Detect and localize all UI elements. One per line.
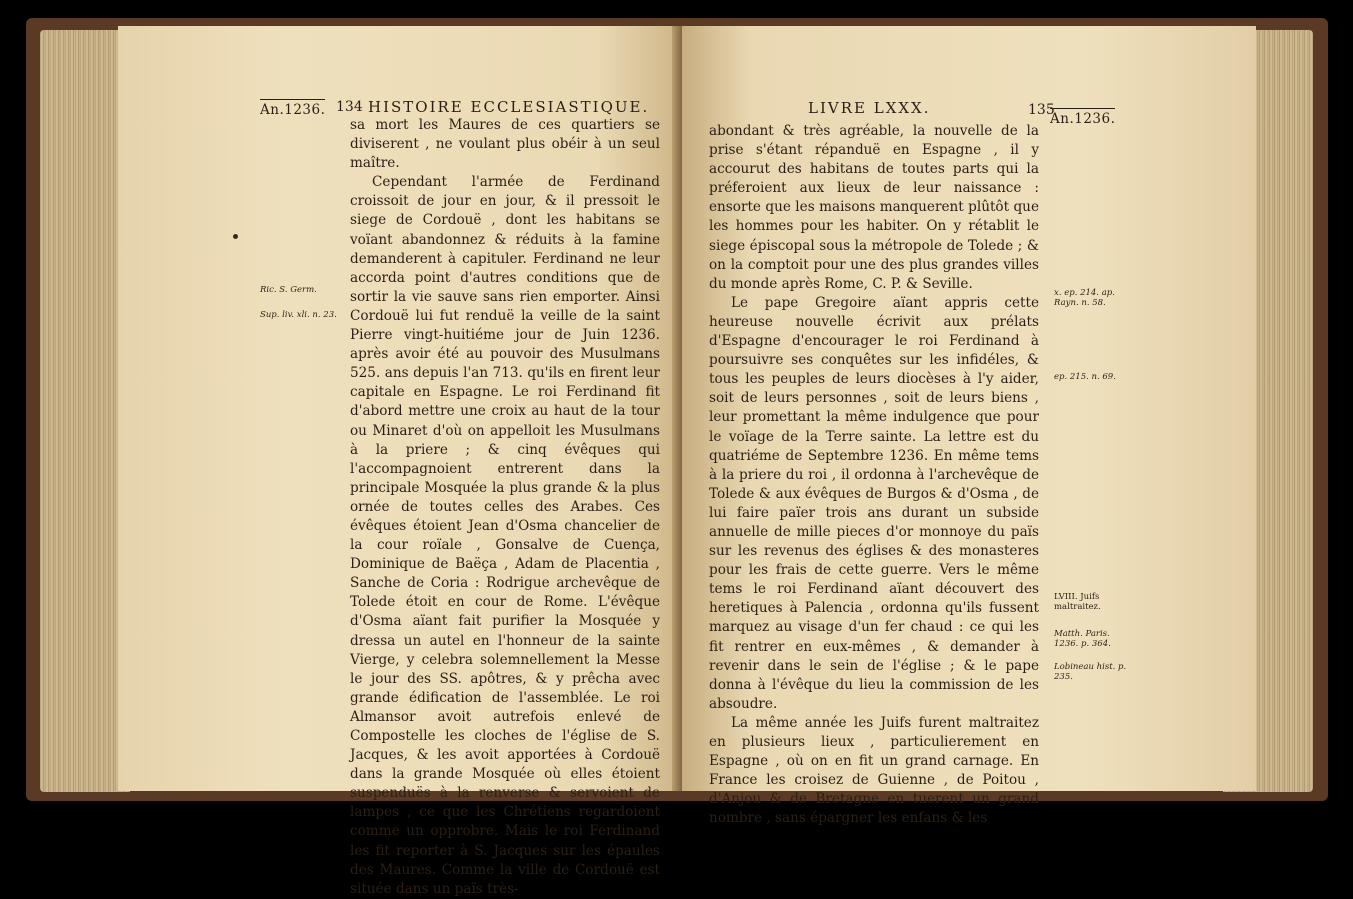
right-year-label: An.1236. xyxy=(1050,108,1115,127)
left-page-number: 134 xyxy=(336,99,363,115)
left-body-text xyxy=(350,116,660,899)
right-paragraph-2: Le pape Gregoire aïant appris cette heureuse nouvelle écrivit aux prélats d'Espagne d'encourager le roi Ferdinand à poursuivre ses conquêtes sur les infidéles, & tous les peuples de leurs diocèses à l'y aider, soit de leurs personnes , soit de leurs biens , leur promettant la même indulgence que pour le voïage de la Terre sainte. La lettre est du quatriéme de Septembre 1236. En même tems à la priere du roi , il ordonna à l'archevêque de Tolede & aux évêques de Burgos & d'Osma , de lui faire païer trois ans durant un subside annuelle de mille pieces d'or monnoye du païs sur les revenus des églises & des monasteres pour les frais de cette guerre. Vers le même tems le roi Ferdinand aïant découvert des heretiques à Palencia , ordonna qu'ils fussent marquez au visage d'un fer chaud : ce qui les fit rentrer en eux-mêmes , & demander à revenir dans le sein de l'église ; & le pape donna à l'évêque du lieu la commission de les absoudre. xyxy=(709,294,1039,712)
left-page xyxy=(118,26,682,897)
left-year-label: An.1236. xyxy=(260,99,325,118)
binding-hole-mark xyxy=(233,234,238,239)
right-body-text xyxy=(709,122,1039,828)
left-margin-note-2: Sup. liv. xli. n. 23. xyxy=(260,310,337,320)
right-running-header: LIVRE LXXX. xyxy=(808,99,931,117)
right-margin-note-3: LVIII. Juifs maltraitez. xyxy=(1054,592,1101,612)
right-paragraph-3: La même année les Juifs furent maltraitez en plusieurs lieux , particulierement en Espagne , où on en fit un grand carnage. En France les croisez de Guienne , de Poitou , d'Anjou & de Bretagne en tuerent un grand nombre , sans épargner les enfans & les xyxy=(709,714,1039,827)
right-page-number: 135 xyxy=(1028,102,1055,118)
right-margin-note-5: Lobineau hist. p. 235. xyxy=(1054,662,1127,682)
left-running-header: HISTOIRE ECCLESIASTIQUE. xyxy=(368,98,650,116)
right-margin-note-4: Matth. Paris. 1236. p. 364. xyxy=(1054,629,1111,649)
left-paragraph-1: sa mort les Maures de ces quartiers se diviserent , ne voulant plus obéir à un seul maître. xyxy=(350,117,660,172)
left-margin-note-1: Ric. S. Germ. xyxy=(260,285,317,295)
right-paragraph-1: abondant & très agréable, la nouvelle de la prise s'étant répanduë en Espagne , il y accourut des habitans de toutes parts qui la préferoient aux lieux de leur naissance : ensorte que les maisons manquerent plûtôt que les hommes pour les habiter. On y rétablit le siege épiscopal sous la métropole de Tolede ; & on la comptoit pour une des plus grandes villes du monde après Rome, C. P. & Seville. xyxy=(709,123,1039,292)
page-edges-left xyxy=(40,30,130,792)
right-margin-note-1: x. ep. 214. ap. Rayn. n. 58. xyxy=(1054,288,1115,308)
left-paragraph-2: Cependant l'armée de Ferdinand croissoit de jour en jour, & il pressoit le siege de Cordouë , dont les habitans se voïant abandonnez & réduits à la famine demanderent à capituler. Ferdinand ne leur accorda point d'autres conditions que de sortir la vie sauve sans rien emporter. Ainsi Cordouë lui fut renduë la veille de la saint Pierre vingt-huitiéme jour de Juin 1236. après avoir été au pouvoir des Musulmans 525. ans depuis l'an 713. qu'ils en firent leur capitale en Espagne. Le roi Ferdinand fit d'abord mettre une croix au haut de la tour ou Minaret d'où on appelloit les Musulmans à la priere ; & cinq évêques qui l'accompagnoient entrerent dans la principale Mosquée la plus grande & la plus ornée de toutes celles des Arabes. Ces évêques étoient Jean d'Osma chancelier de la cour roïale , Gonsalve de Cuença, Dominique de Baëça , Adam de Placentia , Sanche de Coria : Rodrigue archevêque de Tolede étoit en cour de Rome. L'évêque d'Osma aïant fait purifier la Mosquée y dressa un autel en l'honneur de la sainte Vierge, y celebra solemnellement la Messe le jour des SS. apôtres, & y prêcha avec grande édification de l'assemblée. Le roi Almansor avoit autrefois enlevé de Compostelle les cloches de l'église de S. Jacques, & les avoit apportées à Cordouë dans la grande Mosquée où elles étoient suspenduës à la renverse & servoient de lampes , ce que les Chrétiens regardoient comme un opprobre. Mais le roi Ferdinand les fit reporter à S. Jacques sur les épaules des Maures. Comme la ville de Cordouë est située dans un païs très- xyxy=(350,174,660,897)
right-margin-note-2: ep. 215. n. 69. xyxy=(1054,372,1116,382)
right-page xyxy=(682,26,1256,827)
